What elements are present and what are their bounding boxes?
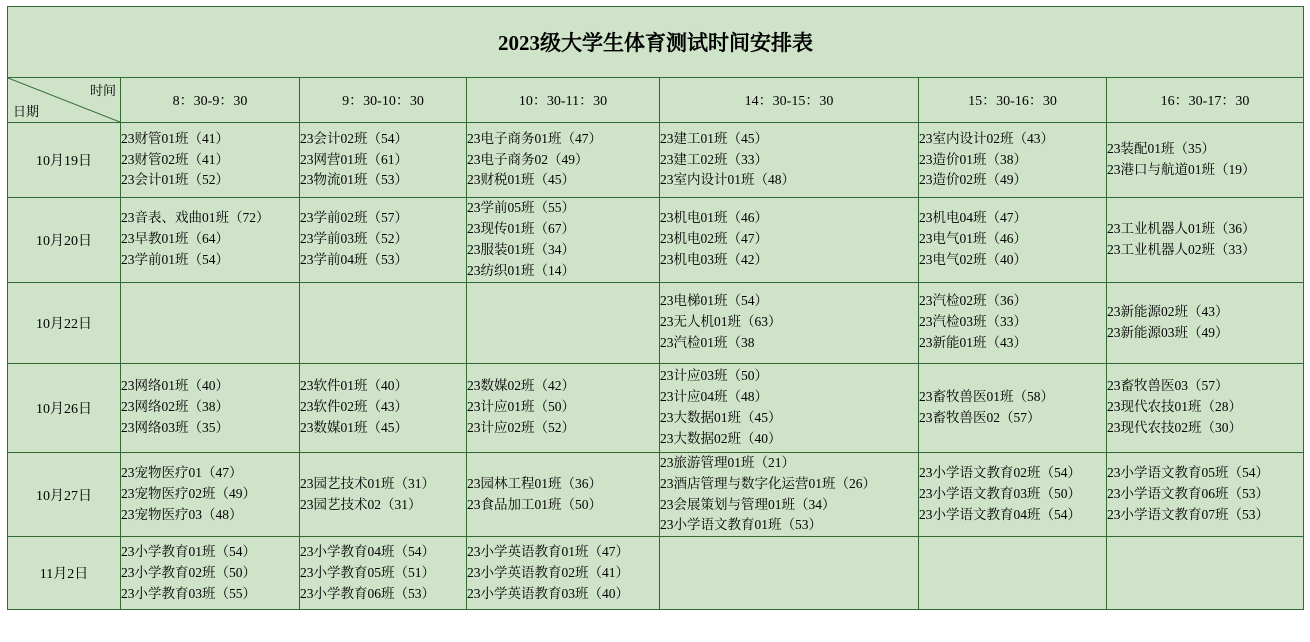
class-entry: 23财税01班（45） [467, 172, 575, 188]
class-entry: 23会计01班（52） [121, 172, 229, 188]
class-entry: 23造价01班（38） [919, 151, 1027, 167]
class-entry: 23食品加工01班（50） [467, 496, 602, 512]
row-date: 11月2日 [8, 537, 121, 610]
schedule-cell [300, 123, 467, 198]
schedule-cell [300, 537, 467, 610]
class-entry: 23无人机01班（63） [660, 314, 782, 330]
class-entry: 23网络02班（38） [121, 399, 229, 415]
class-entry: 23财管01班（41） [121, 130, 229, 146]
schedule-cell [121, 123, 300, 198]
table-row [8, 537, 1304, 610]
schedule-cell [660, 537, 919, 610]
schedule-cell [660, 452, 919, 537]
schedule-cell [300, 282, 467, 363]
time-header-6: 16：30-17：30 [1107, 78, 1304, 123]
corner-time-label: 时间 [89, 83, 116, 98]
row-date: 10月26日 [8, 363, 121, 452]
schedule-cell [467, 537, 660, 610]
table-row [8, 452, 1304, 537]
class-entry: 23小学语文教育02班（54） [919, 465, 1081, 481]
schedule-cell [919, 198, 1107, 283]
class-entry: 23学前04班（53） [300, 252, 408, 268]
schedule-cell [919, 452, 1107, 537]
schedule-cell [660, 123, 919, 198]
class-entry: 23宠物医疗02班（49） [121, 486, 256, 502]
class-entry: 23数媒01班（45） [300, 420, 408, 436]
class-entry: 23小学语文教育06班（53） [1107, 486, 1269, 502]
class-entry: 23小学教育03班（55） [121, 585, 256, 601]
schedule-cell [1107, 452, 1304, 537]
schedule-cell [1107, 537, 1304, 610]
class-entry: 23物流01班（53） [300, 172, 408, 188]
class-entry: 23畜牧兽医03（57） [1107, 378, 1229, 394]
class-entry: 23工业机器人02班（33） [1107, 241, 1256, 257]
class-entry: 23学前05班（55） [467, 200, 575, 215]
schedule-cell [660, 198, 919, 283]
schedule-cell [121, 452, 300, 537]
schedule-cell [300, 198, 467, 283]
class-entry: 23电子商务02（49） [467, 151, 589, 167]
class-entry: 23汽检01班（38 [660, 335, 755, 351]
class-entry: 23装配01班（35） [1107, 141, 1215, 157]
class-entry: 23园林工程01班（36） [467, 475, 602, 491]
schedule-cell [467, 123, 660, 198]
row-date: 10月27日 [8, 452, 121, 537]
class-entry: 23工业机器人01班（36） [1107, 220, 1256, 236]
class-entry: 23现传01班（67） [467, 220, 575, 236]
class-entry: 23汽检02班（36） [919, 293, 1027, 309]
class-entry: 23网络01班（40） [121, 378, 229, 394]
schedule-cell [1107, 123, 1304, 198]
class-entry: 23汽检03班（33） [919, 314, 1027, 330]
table-row [8, 198, 1304, 283]
time-header-1: 8：30-9：30 [121, 78, 300, 123]
class-entry: 23大数据02班（40） [660, 430, 782, 446]
class-entry: 23纺织01班（14） [467, 262, 575, 278]
schedule-cell [300, 452, 467, 537]
schedule-cell [467, 198, 660, 283]
schedule-cell [919, 537, 1107, 610]
class-entry: 23宠物医疗01（47） [121, 465, 243, 481]
row-date: 10月19日 [8, 123, 121, 198]
spreadsheet-sheet [0, 6, 1310, 642]
class-entry: 23园艺技术01班（31） [300, 475, 435, 491]
table-row [8, 282, 1304, 363]
class-entry: 23电梯01班（54） [660, 293, 768, 309]
row-date: 10月20日 [8, 198, 121, 283]
schedule-cell [121, 363, 300, 452]
class-entry: 23电气01班（46） [919, 231, 1027, 247]
class-entry: 23计应02班（52） [467, 420, 575, 436]
class-entry: 23园艺技术02（31） [300, 496, 422, 512]
schedule-cell [300, 363, 467, 452]
schedule-table [7, 6, 1304, 610]
schedule-cell [1107, 363, 1304, 452]
class-entry: 23机电04班（47） [919, 210, 1027, 226]
class-entry: 23小学教育02班（50） [121, 564, 256, 580]
class-entry: 23酒店管理与数字化运营01班（26） [660, 475, 876, 491]
class-entry: 23会计02班（54） [300, 130, 408, 146]
class-entry: 23小学教育01班（54） [121, 543, 256, 559]
class-entry: 23宠物医疗03（48） [121, 506, 243, 522]
class-entry: 23早教01班（64） [121, 231, 229, 247]
schedule-cell [467, 282, 660, 363]
page-title: 2023级大学生体育测试时间安排表 [8, 7, 1304, 78]
schedule-cell [1107, 198, 1304, 283]
class-entry: 23计应03班（50） [660, 367, 768, 383]
class-entry: 23学前03班（52） [300, 231, 408, 247]
schedule-cell [919, 123, 1107, 198]
table-row [8, 363, 1304, 452]
header-row [8, 78, 1304, 123]
class-entry: 23室内设计01班（48） [660, 172, 795, 188]
class-entry: 23现代农技02班（30） [1107, 420, 1242, 436]
class-entry: 23新能源02班（43） [1107, 303, 1229, 319]
schedule-cell [121, 537, 300, 610]
class-entry: 23小学语文教育03班（50） [919, 486, 1081, 502]
corner-date-label: 日期 [13, 104, 40, 119]
class-entry: 23网络03班（35） [121, 420, 229, 436]
class-entry: 23机电02班（47） [660, 231, 768, 247]
time-header-2: 9：30-10：30 [300, 78, 467, 123]
time-header-4: 14：30-15：30 [660, 78, 919, 123]
class-entry: 23数媒02班（42） [467, 378, 575, 394]
class-entry: 23学前02班（57） [300, 210, 408, 226]
class-entry: 23室内设计02班（43） [919, 130, 1054, 146]
schedule-cell [467, 363, 660, 452]
class-entry: 23学前01班（54） [121, 252, 229, 268]
class-entry: 23音表、戏曲01班（72） [121, 210, 270, 226]
class-entry: 23港口与航道01班（19） [1107, 162, 1256, 177]
class-entry: 23网营01班（61） [300, 151, 408, 167]
class-entry: 23大数据01班（45） [660, 409, 782, 425]
schedule-cell [121, 282, 300, 363]
class-entry: 23计应01班（50） [467, 399, 575, 415]
schedule-cell [919, 363, 1107, 452]
class-entry: 23财管02班（41） [121, 151, 229, 167]
schedule-cell [467, 452, 660, 537]
schedule-cell [660, 363, 919, 452]
class-entry: 23电子商务01班（47） [467, 130, 602, 146]
time-header-3: 10：30-11：30 [467, 78, 660, 123]
class-entry: 23小学教育04班（54） [300, 543, 435, 559]
class-entry: 23新能01班（43） [919, 335, 1027, 351]
class-entry: 23畜牧兽医02（57） [919, 409, 1041, 425]
class-entry: 23小学教育05班（51） [300, 564, 435, 580]
class-entry: 23小学英语教育02班（41） [467, 564, 629, 580]
class-entry: 23小学语文教育01班（53） [660, 517, 822, 533]
schedule-cell [919, 282, 1107, 363]
table-row [8, 123, 1304, 198]
class-entry: 23现代农技01班（28） [1107, 399, 1242, 415]
class-entry: 23小学英语教育03班（40） [467, 585, 629, 601]
class-entry: 23机电03班（42） [660, 252, 768, 268]
schedule-cell [1107, 282, 1304, 363]
class-entry: 23小学语文教育04班（54） [919, 506, 1081, 522]
class-entry: 23会展策划与管理01班（34） [660, 496, 836, 512]
class-entry: 23计应04班（48） [660, 388, 768, 404]
class-entry: 23小学英语教育01班（47） [467, 543, 629, 559]
class-entry: 23建工01班（45） [660, 130, 768, 146]
corner-header-cell [8, 78, 121, 123]
time-header-5: 15：30-16：30 [919, 78, 1107, 123]
title-row [8, 7, 1304, 78]
class-entry: 23旅游管理01班（21） [660, 454, 795, 470]
schedule-cell [660, 282, 919, 363]
class-entry: 23软件02班（43） [300, 399, 408, 415]
class-entry: 23新能源03班（49） [1107, 324, 1229, 340]
class-entry: 23建工02班（33） [660, 151, 768, 167]
class-entry: 23畜牧兽医01班（58） [919, 388, 1054, 404]
schedule-cell [121, 198, 300, 283]
class-entry: 23小学语文教育05班（54） [1107, 465, 1269, 481]
class-entry: 23电气02班（40） [919, 252, 1027, 268]
row-date: 10月22日 [8, 282, 121, 363]
class-entry: 23软件01班（40） [300, 378, 408, 394]
class-entry: 23机电01班（46） [660, 210, 768, 226]
class-entry: 23造价02班（49） [919, 172, 1027, 188]
class-entry: 23小学教育06班（53） [300, 585, 435, 601]
class-entry: 23小学语文教育07班（53） [1107, 506, 1269, 522]
class-entry: 23服装01班（34） [467, 241, 575, 257]
